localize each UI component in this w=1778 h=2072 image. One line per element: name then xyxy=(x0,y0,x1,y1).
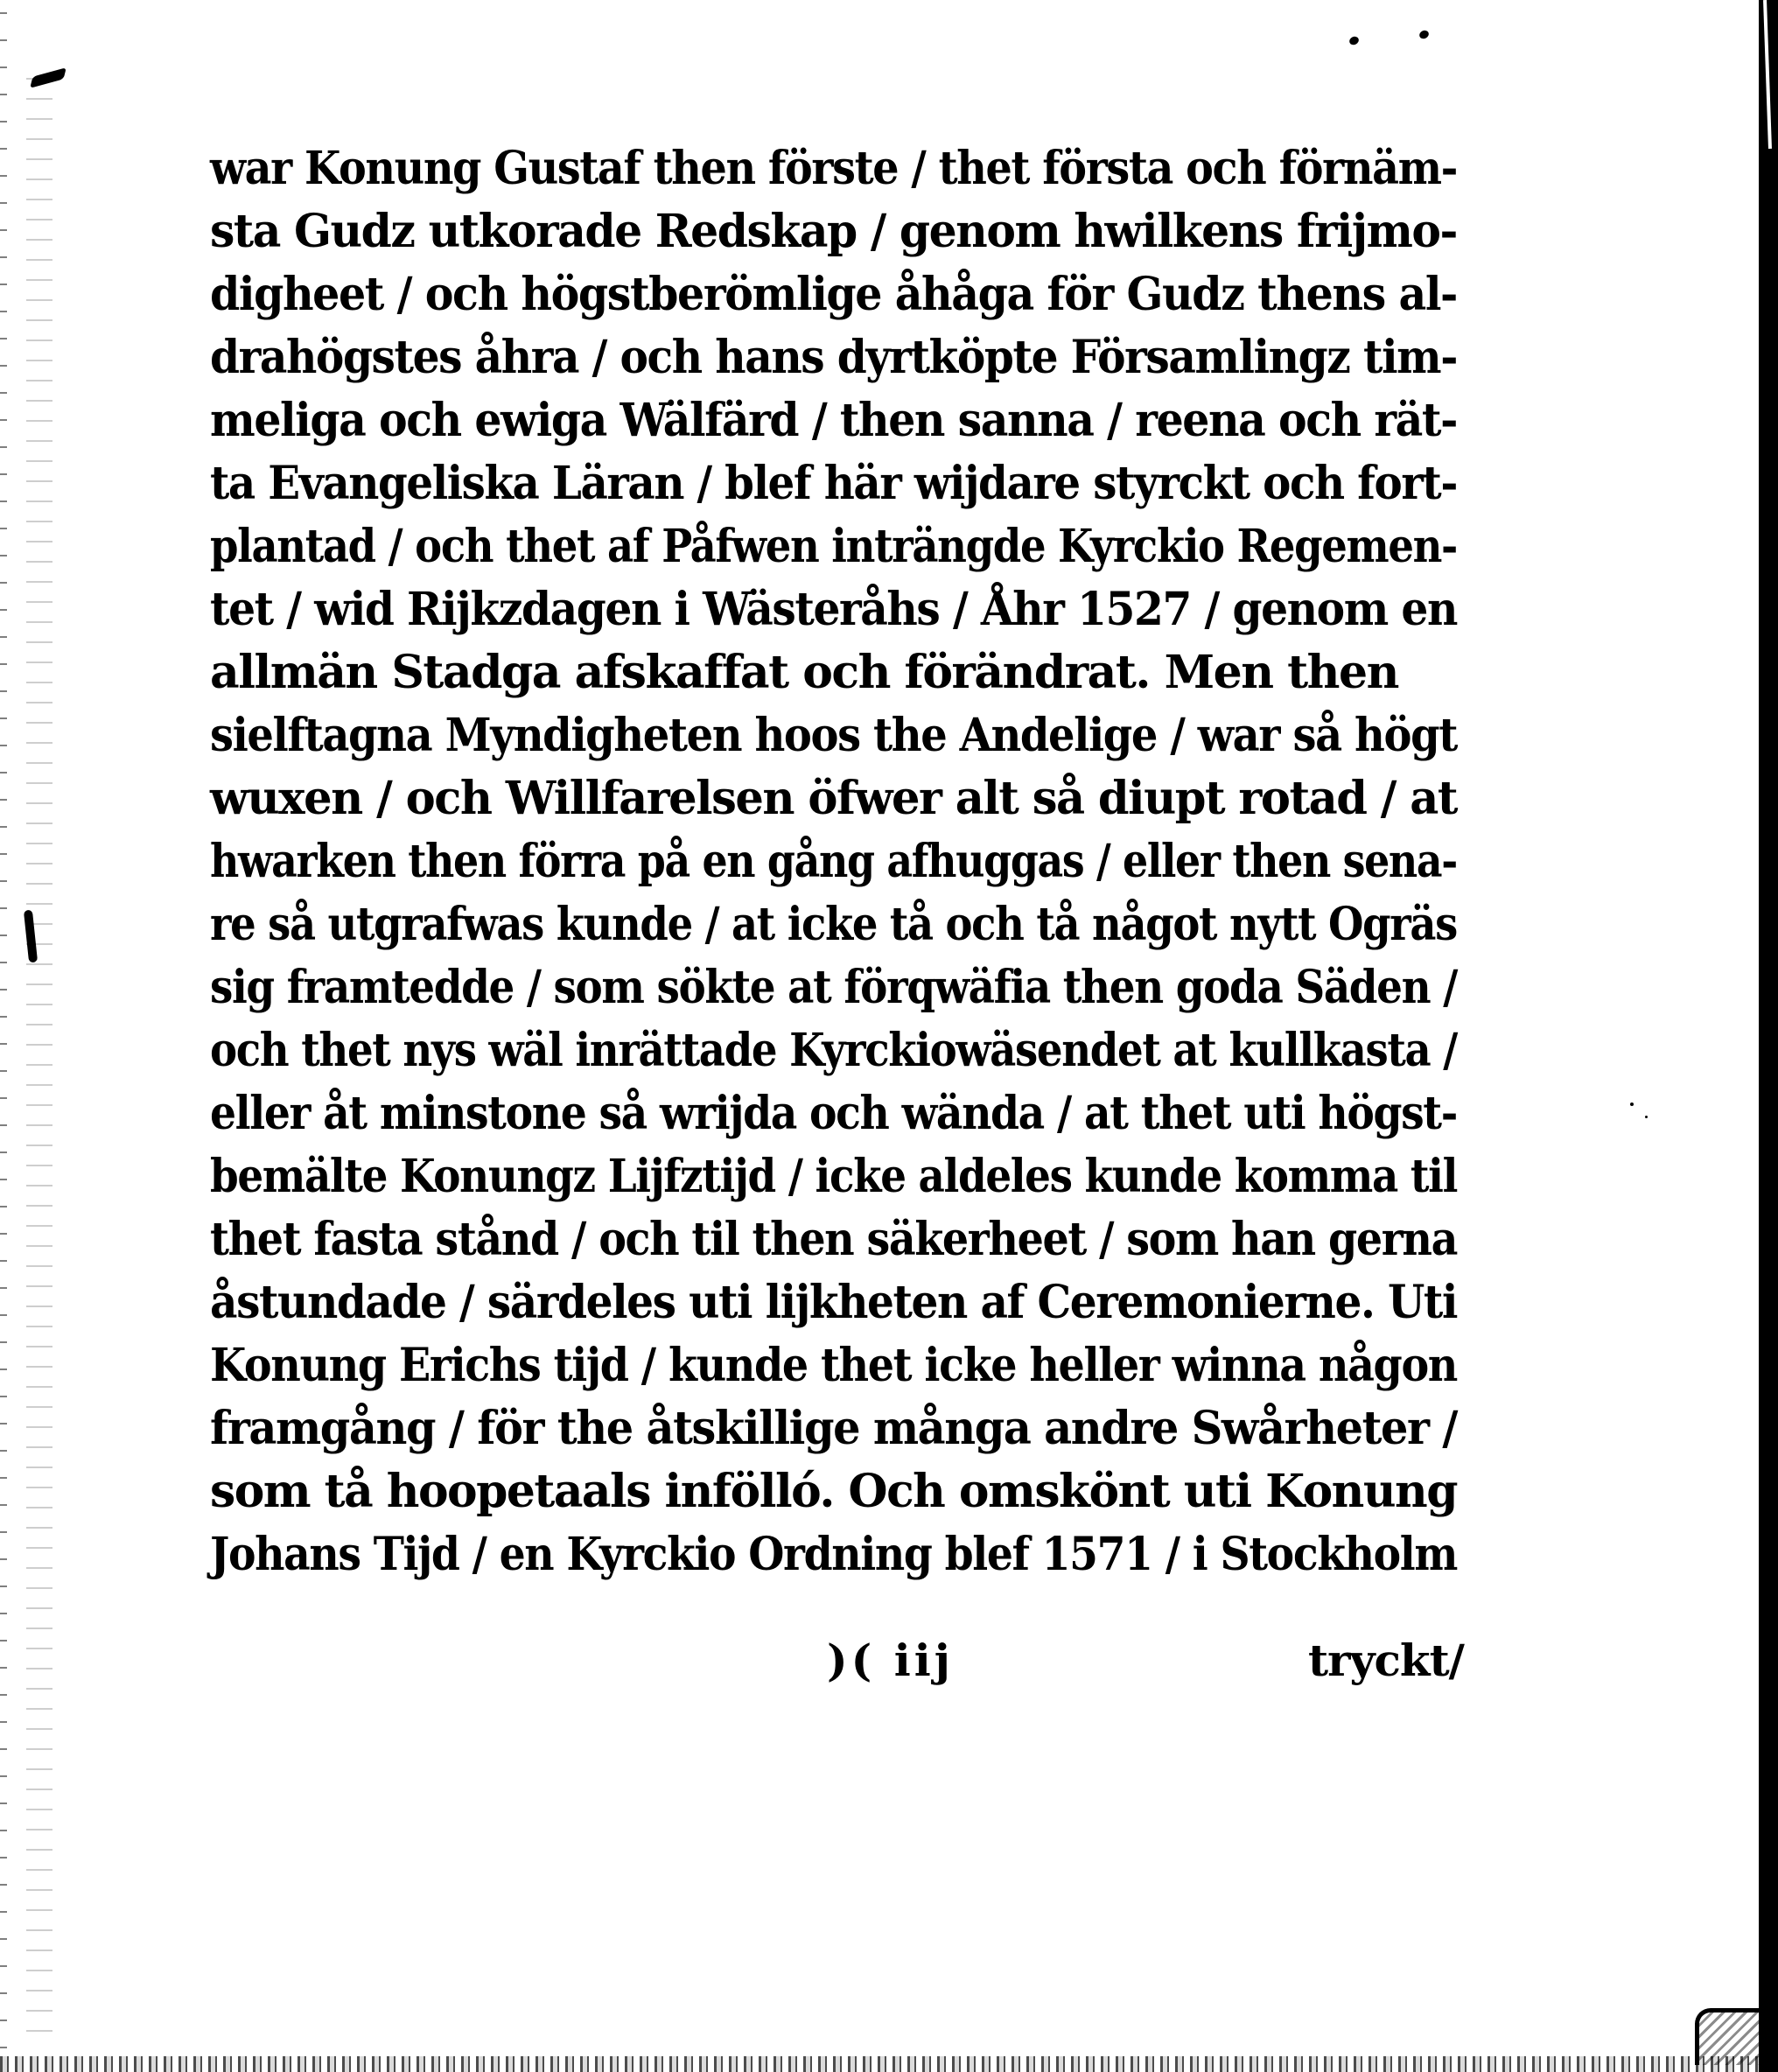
text-line: war Konung Gustaf then förste / thet första och förnäm- xyxy=(210,142,1457,195)
text-line: digheet / och högstberömlige åhåga för Gudz thens al- xyxy=(210,268,1457,321)
text-line: ta Evangeliska Läran / blef här wijdare styrckt och fort- xyxy=(210,457,1457,510)
text-line: wuxen / och Willfarelsen öfwer alt så diupt rotad / at xyxy=(210,772,1457,825)
ink-speck xyxy=(1418,29,1431,40)
text-line: sta Gudz utkorade Redskap / genom hwilkens frijmo- xyxy=(210,205,1457,258)
signature-mark: )( iij xyxy=(827,1634,954,1686)
text-line: som tå hoopetaals infölló. Och omskönt uti Konung xyxy=(210,1465,1457,1518)
text-line: plantad / och thet af Påfwen inträngde Kyrckio Regemen- xyxy=(210,520,1457,573)
scan-bottom-edge-noise xyxy=(0,2056,1759,2072)
catchword: tryckt/ xyxy=(1308,1634,1464,1686)
text-line: och thet nys wäl inrättade Kyrckiowäsendet at kullkasta / xyxy=(210,1024,1457,1077)
text-line: drahögstes åhra / och hans dyrtköpte Församlingz tim- xyxy=(210,331,1457,384)
text-line: allmän Stadga afskaffat och förändrat. Men then xyxy=(210,646,1398,699)
text-line: åstundade / särdeles uti lijkheten af Ceremonierne. Uti xyxy=(210,1276,1457,1329)
body-text xyxy=(210,137,1457,1586)
page-footer xyxy=(0,1629,1778,1692)
ink-speck xyxy=(1348,35,1361,46)
ink-speck xyxy=(1630,1102,1634,1106)
text-line: meliga och ewiga Wälfärd / then sanna / reena och rät- xyxy=(210,394,1457,447)
text-line: Johans Tijd / en Kyrckio Ordning blef 1571 / i Stockholm xyxy=(210,1528,1457,1581)
scan-right-border xyxy=(1759,0,1778,2072)
text-line: tet / wid Rijkzdagen i Wästeråhs / Åhr 1527 / genom en xyxy=(210,583,1457,636)
text-line: framgång / för the åtskillige många andre Swårheter / xyxy=(210,1402,1457,1455)
text-line: sielftagna Myndigheten hoos the Andelige / war så högt xyxy=(210,709,1457,762)
text-line: bemälte Konungz Lijfztijd / icke aldeles kunde komma til xyxy=(210,1150,1457,1203)
text-line: sig framtedde / som sökte at förqwäfia then goda Säden / xyxy=(210,961,1457,1014)
text-line: thet fasta stånd / och til then säkerheet / som han gerna xyxy=(210,1213,1457,1266)
binding-gutter-shadow xyxy=(26,70,52,2048)
text-line: eller åt minstone så wrijda och wända / at thet uti högst- xyxy=(210,1087,1457,1140)
text-line: re så utgrafwas kunde / at icke tå och tå något nytt Ogräs xyxy=(210,898,1457,951)
scan-left-edge-noise xyxy=(0,0,7,2072)
text-line: Konung Erichs tijd / kunde thet icke heller winna någon xyxy=(210,1339,1457,1392)
ink-speck xyxy=(1645,1116,1648,1118)
text-line: hwarken then förra på en gång afhuggas / eller then sena- xyxy=(210,835,1457,888)
